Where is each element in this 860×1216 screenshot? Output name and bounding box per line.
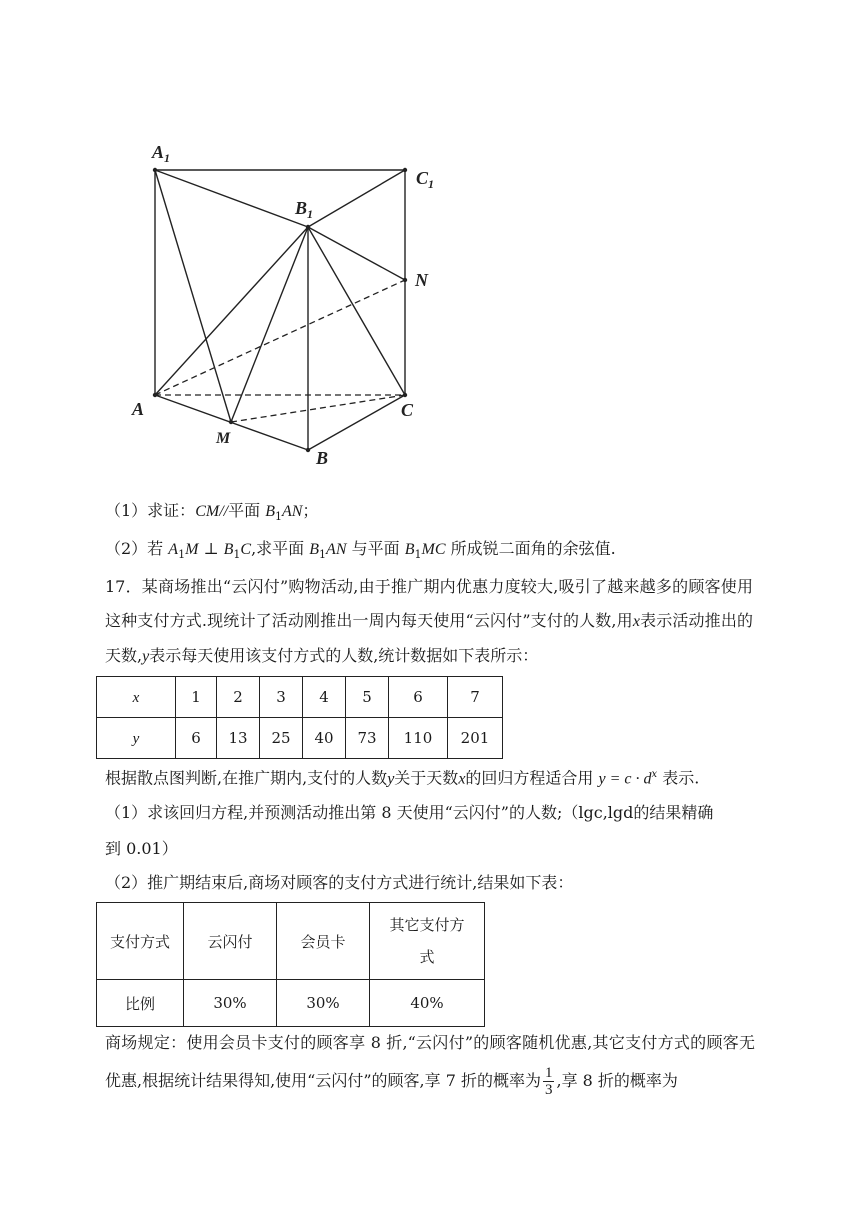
q17-part2: （2）推广期结束后,商场对顾客的支付方式进行统计,结果如下表： xyxy=(105,873,574,892)
fraction-one-third: $\frac{1}{3}$ xyxy=(544,1065,553,1098)
table-row-ratio: 比例 30% 30% 40% xyxy=(97,980,485,1027)
label-b: B xyxy=(316,448,329,468)
payment-table xyxy=(96,902,485,1027)
table-row-header: 支付方式 云闪付 会员卡 其它支付方 式 xyxy=(97,903,485,980)
label-a1: $A_1$ xyxy=(152,142,171,165)
q17-part1-cont: 到 0.01） xyxy=(105,839,178,858)
other-payment-header: 其它支付方 式 xyxy=(370,903,485,980)
q17-regression-note: 根据散点图判断,在推广期内,支付的人数y关于天数x的回归方程适合用 $y = c \cdot d^x$ 表示. xyxy=(105,768,700,788)
q16-part2: （2）若 $A_1M$ ⊥ $B_1C$,求平面 $B_1AN$ 与平面 $B_1MC$ 所成锐二面角的余弦值. xyxy=(105,539,616,562)
table-row-x: x 1 2 3 4 5 6 7 xyxy=(97,677,503,718)
label-b1: $B_1$ xyxy=(295,198,314,221)
label-m: M xyxy=(216,430,231,447)
label-c1: $C_1$ xyxy=(416,168,435,191)
q17-intro: 17．某商场推出“云闪付”购物活动,由于推广期内优惠力度较大,吸引了越来越多的顾客使用这种支付方式.现统计了活动刚推出一周内每天使用“云闪付”支付的人数,用x表示活动推出的天数,y表示每天使用该支付方式的人数,统计数据如下表所示： xyxy=(105,577,753,665)
data-table xyxy=(96,676,503,759)
prism-figure xyxy=(120,130,460,470)
q17-part1: （1）求该回归方程,并预测活动推出第 8 天使用“云闪付”的人数;（lgc,lgd的结果精确 xyxy=(105,803,714,822)
label-c: C xyxy=(401,400,414,420)
q16-part1: （1）求证：CM//平面 $B_1AN$； xyxy=(105,501,319,524)
table-head-y: y xyxy=(97,718,176,759)
table-head-x: x xyxy=(97,677,176,718)
label-a: A xyxy=(132,399,145,419)
label-n: N xyxy=(415,270,428,290)
q17-rule: 商场规定：使用会员卡支付的顾客享 8 折,“云闪付”的顾客随机优惠,其它支付方式的顾客无优惠,根据统计结果得知,使用“云闪付”的顾客,享 7 折的概率为 $\frac{1}{3}$ ,享 8 折的概率为 xyxy=(105,1033,755,1098)
table-row-y: y 6 13 25 40 73 110 201 xyxy=(97,718,503,759)
